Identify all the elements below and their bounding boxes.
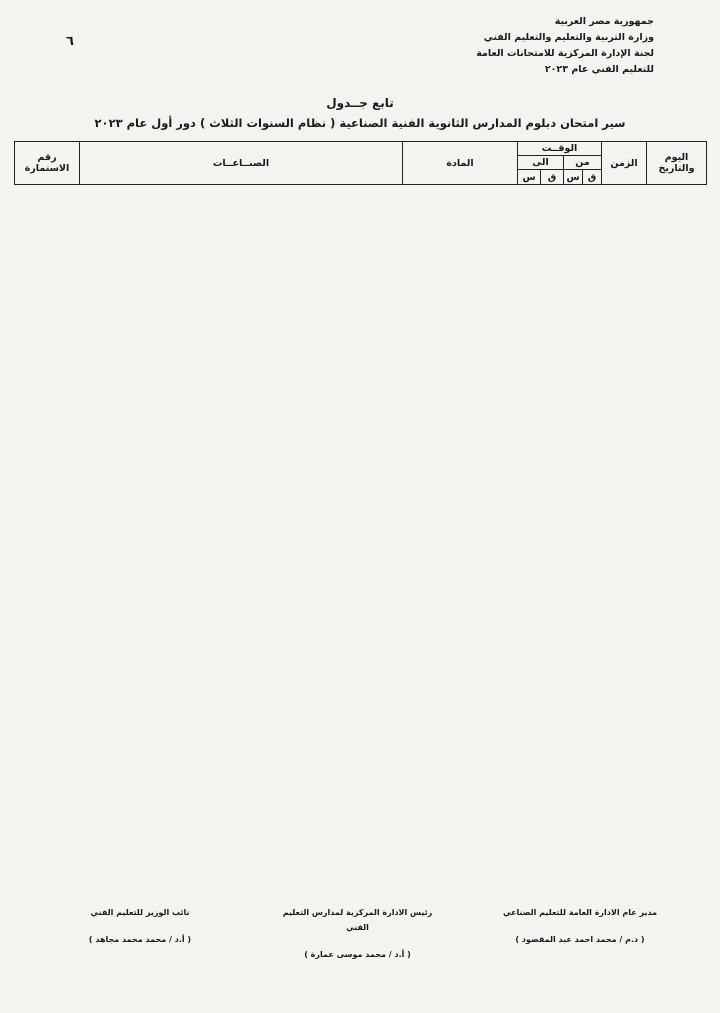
to-minutes-header: ق xyxy=(541,170,564,185)
page-number: ٦ xyxy=(66,34,74,49)
signatory-name: ( أ.د / محمد محمد مجاهد ) xyxy=(88,935,192,944)
signatory-name: ( د.م / محمد احمد عبد المقصود ) xyxy=(515,935,645,944)
signature-block-middle xyxy=(270,905,445,962)
industries-header: الصنــاعــات xyxy=(80,142,403,185)
header-line-2: وزارة التربية والتعليم والتعليم الفني xyxy=(483,32,654,43)
subject-header: المادة xyxy=(403,142,518,185)
signature-block-left xyxy=(70,905,210,947)
page-subtitle: سير امتحان دبلوم المدارس الثانوية الفنية الصناعية ( نظام السنوات الثلاث ) دور أول عام ٢٠٢٣ xyxy=(94,116,626,130)
to-hours-header: س xyxy=(518,170,541,185)
time-header: الوقــت xyxy=(518,142,602,156)
signatory-role: مدير عام الادارة العامة للتعليم الصناعي xyxy=(502,908,658,917)
from-minutes-header: ق xyxy=(583,170,602,185)
header-line-4: للتعليم الفني عام ٢٠٢٣ xyxy=(544,64,654,75)
duration-header: الزمن xyxy=(602,142,647,185)
signatory-role: رئيس الادارة المركزية لمدارس التعليم الفني xyxy=(282,908,433,932)
from-header: من xyxy=(564,156,602,170)
header-line-3: لجنة الإدارة المركزية للامتحانات العامة xyxy=(476,48,654,59)
to-header: الى xyxy=(518,156,564,170)
schedule-body xyxy=(15,185,707,893)
form-number-header: رقم الاستمارة xyxy=(15,142,80,185)
day-header: اليوم والتاريخ xyxy=(647,142,707,185)
from-hours-header: س xyxy=(564,170,583,185)
signatory-role: نائب الوزير للتعليم الفني xyxy=(90,908,190,917)
exam-schedule-table xyxy=(14,141,707,893)
page-title: تابع جــدول xyxy=(326,96,394,110)
ministry-header xyxy=(476,14,654,78)
signature-block-right xyxy=(500,905,660,947)
header-line-1: جمهورية مصر العربية xyxy=(554,16,654,27)
signatory-name: ( أ.د / محمد موسى عمارة ) xyxy=(304,950,411,959)
